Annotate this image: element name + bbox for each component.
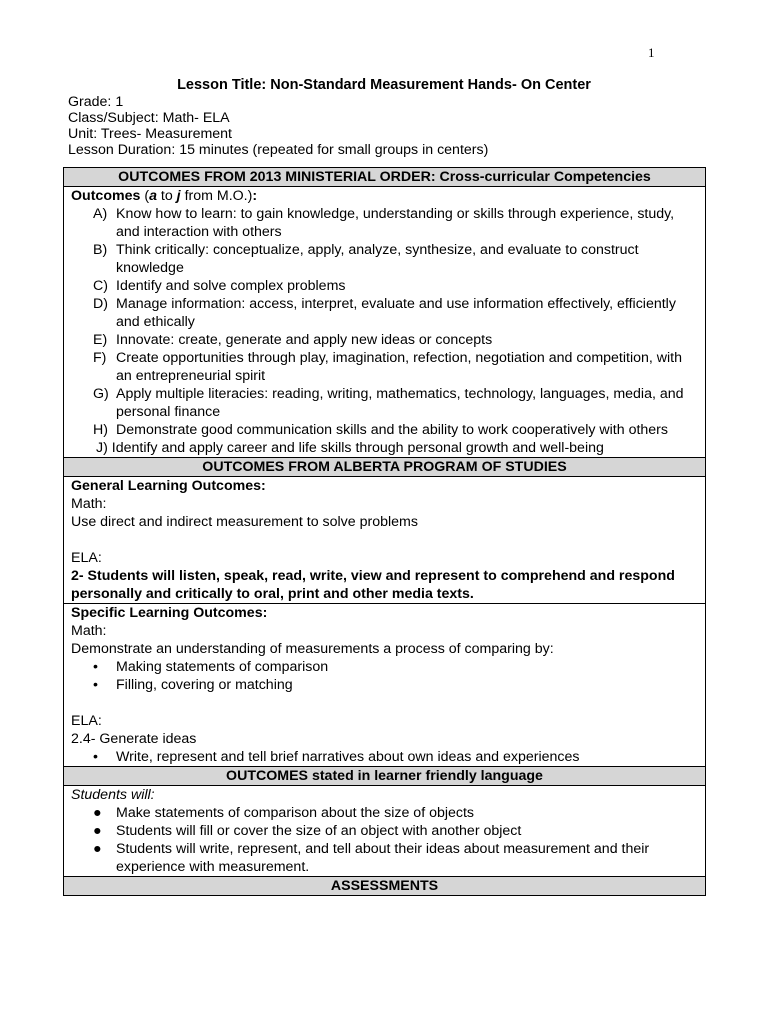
- assessments-header: ASSESSMENTS: [64, 877, 705, 895]
- competency-item: G) Apply multiple literacies: reading, writing, mathematics, technology, languages, media, and personal finance: [93, 386, 684, 420]
- competency-item: F) Create opportunities through play, imagination, refection, negotiation and competition, with an entrepreneurial spirit: [93, 350, 683, 384]
- friendly-intro: Students will:: [71, 787, 155, 803]
- bullet-icon: •: [93, 749, 98, 765]
- list-item: ● Students will write, represent, and tell about their ideas about measurement and their experience with measurement.: [93, 841, 650, 875]
- competency-item: A) Know how to learn: to gain knowledge, understanding or skills through experience, study, and interaction with others: [93, 206, 675, 240]
- ministerial-body: [64, 187, 705, 458]
- competency-item-j: J) Identify and apply career and life skills through personal growth and well-being: [96, 440, 604, 456]
- general-ela-label: ELA:: [71, 550, 102, 566]
- bullet-icon: ●: [93, 823, 102, 839]
- bullet-icon: ●: [93, 841, 102, 857]
- outcomes-table: [63, 167, 706, 896]
- general-outcomes-body: [64, 477, 705, 604]
- specific-ela-text: 2.4- Generate ideas: [71, 731, 197, 747]
- general-math-text: Use direct and indirect measurement to solve problems: [71, 514, 418, 530]
- specific-outcomes-title: Specific Learning Outcomes:: [71, 605, 268, 621]
- class-subject-line: Class/Subject: Math- ELA: [68, 110, 230, 126]
- ministerial-header: OUTCOMES FROM 2013 MINISTERIAL ORDER: Cross-curricular Competencies: [64, 168, 705, 187]
- list-item: ● Make statements of comparison about the size of objects: [93, 805, 475, 821]
- specific-ela-bullets: [71, 748, 699, 766]
- list-item: • Write, represent and tell brief narratives about own ideas and experiences: [93, 749, 580, 765]
- competency-item: E) Innovate: create, generate and apply new ideas or concepts: [93, 332, 493, 348]
- general-math-label: Math:: [71, 496, 107, 512]
- competency-item: C) Identify and solve complex problems: [93, 278, 346, 294]
- grade-line: Grade: 1: [68, 94, 124, 110]
- list-item: • Making statements of comparison: [93, 659, 329, 675]
- bullet-icon: •: [93, 659, 98, 675]
- list-item: ● Students will fill or cover the size of an object with another object: [93, 823, 522, 839]
- specific-math-bullets: [71, 658, 699, 694]
- bullet-icon: ●: [93, 805, 102, 821]
- general-outcomes-title: General Learning Outcomes:: [71, 478, 266, 494]
- competency-item: D) Manage information: access, interpret, evaluate and use information effectively, efficiently and ethically: [93, 296, 676, 330]
- competency-item: H) Demonstrate good communication skills and the ability to work cooperatively with others: [93, 422, 668, 438]
- lesson-title: Lesson Title: Non-Standard Measurement Hands- On Center: [177, 77, 591, 93]
- friendly-bullets: [71, 804, 699, 876]
- general-ela-text: 2- Students will listen, speak, read, write, view and represent to comprehend and respond personally and critically to oral, print and other media texts.: [71, 568, 675, 602]
- unit-line: Unit: Trees- Measurement: [68, 126, 233, 142]
- alberta-header: OUTCOMES FROM ALBERTA PROGRAM OF STUDIES: [64, 458, 705, 477]
- specific-math-label: Math:: [71, 623, 107, 639]
- bullet-icon: •: [93, 677, 98, 693]
- duration-line: Lesson Duration: 15 minutes (repeated for small groups in centers): [68, 142, 489, 158]
- friendly-header: OUTCOMES stated in learner friendly language: [64, 767, 705, 786]
- specific-outcomes-body: [64, 604, 705, 767]
- specific-math-text: Demonstrate an understanding of measurements a process of comparing by:: [71, 641, 554, 657]
- friendly-body: [64, 786, 705, 877]
- lesson-meta: [68, 94, 488, 158]
- list-item: • Filling, covering or matching: [93, 677, 293, 693]
- page-number: 1: [648, 45, 655, 60]
- competency-list: [71, 205, 699, 439]
- ministerial-intro: Outcomes (a to j from M.O.):: [71, 188, 258, 204]
- competency-item: B) Think critically: conceptualize, apply, analyze, synthesize, and evaluate to construct knowledge: [93, 242, 639, 276]
- specific-ela-label: ELA:: [71, 713, 102, 729]
